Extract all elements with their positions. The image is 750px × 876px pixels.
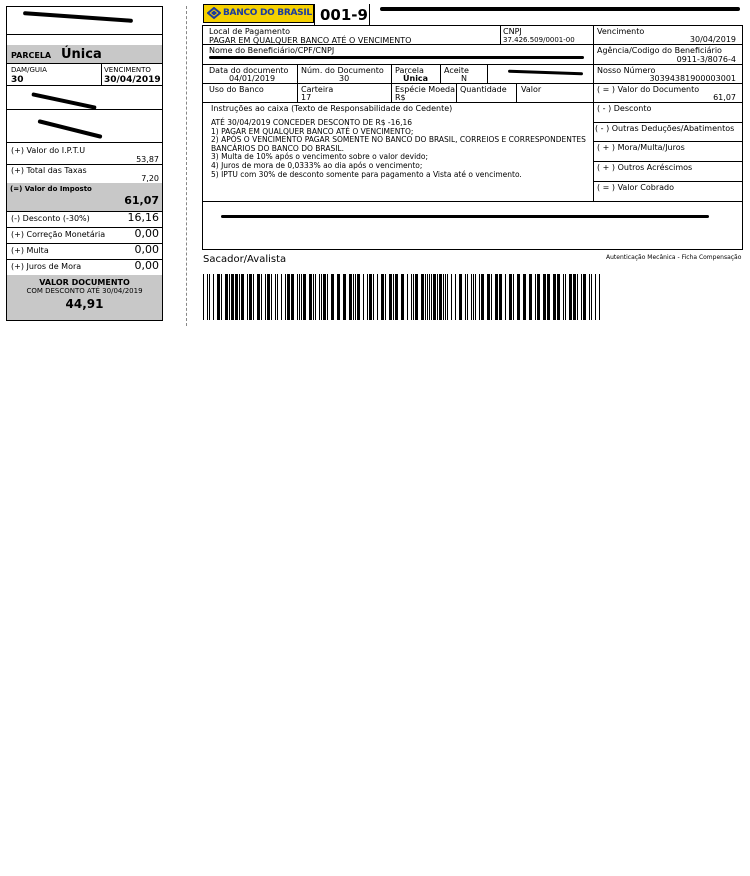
- barcode-bar: [517, 274, 520, 320]
- barcode-bar: [235, 274, 238, 320]
- instructions-label: Instruções ao caixa (Texto de Responsabilidade do Cedente): [211, 104, 453, 113]
- barcode-bar: [203, 274, 204, 320]
- local-value: PAGAR EM QUALQUER BANCO ATÉ O VENCIMENTO: [209, 36, 412, 45]
- num-doc-label: Núm. do Documento: [301, 66, 384, 75]
- barcode-bar: [505, 274, 506, 320]
- correcao-label: (+) Correção Monetária: [11, 230, 106, 239]
- barcode-bar: [277, 274, 278, 320]
- iptu-label: (+) Valor do I.P.T.U: [11, 146, 86, 155]
- instructions-list: [211, 119, 586, 179]
- barcode-bar: [217, 274, 220, 320]
- instruction-line: 1) PAGAR EM QUALQUER BANCO ATÉ O VENCIMENTO;: [211, 126, 414, 136]
- doc-value: 44,91: [65, 297, 104, 311]
- barcode-bar: [547, 274, 550, 320]
- barcode-bar: [393, 274, 394, 320]
- quantidade-label: Quantidade: [460, 85, 507, 94]
- barcode-bar: [319, 274, 320, 320]
- barcode-bar: [297, 274, 298, 320]
- barcode-bar: [583, 274, 586, 320]
- barcode-bar: [589, 274, 590, 320]
- barcode-bar: [315, 274, 316, 320]
- barcode-bar: [591, 274, 592, 320]
- barcode-bar: [523, 274, 526, 320]
- barcode-bar: [343, 274, 346, 320]
- venc-label: Vencimento: [597, 27, 645, 36]
- barcode-bar: [415, 274, 418, 320]
- barcode-bar: [349, 274, 352, 320]
- barcode-bar: [509, 274, 512, 320]
- instruction-line: ATÉ 30/04/2019 CONCEDER DESCONTO DE R$ -16,16: [211, 118, 413, 127]
- local-label: Local de Pagamento: [209, 27, 290, 36]
- barcode-bar: [303, 274, 306, 320]
- instruction-line: 3) Multa de 10% após o vencimento sobre o valor devido;: [211, 152, 429, 162]
- cut-line: [186, 6, 187, 326]
- nosso-value: 30394381900003001: [649, 74, 736, 83]
- valor-doc-label: ( = ) Valor do Documento: [597, 85, 700, 94]
- barcode-bar: [553, 274, 556, 320]
- especie-label: Espécie Moeda: [395, 85, 456, 94]
- data-doc-label: Data do documento: [209, 66, 289, 75]
- barcode-bar: [261, 274, 262, 320]
- barcode-bar: [249, 274, 252, 320]
- parcela-value: Única: [61, 47, 102, 62]
- barcode-bar: [253, 274, 254, 320]
- agencia-label: Agência/Codigo do Beneficiário: [597, 46, 722, 55]
- aceite-label: Aceite: [444, 66, 469, 75]
- barcode-bar: [327, 274, 328, 320]
- barcode-bar: [229, 274, 230, 320]
- barcode-bar: [563, 274, 564, 320]
- doc-subtitle: COM DESCONTO ATÉ 30/04/2019: [26, 287, 143, 295]
- barcode-bar: [451, 274, 452, 320]
- barcode-bar: [287, 274, 290, 320]
- juros-label: (+) Juros de Mora: [11, 262, 82, 271]
- barcode-bar: [265, 274, 266, 320]
- barcode-bar: [321, 274, 322, 320]
- aceite-value: N: [461, 74, 467, 83]
- venc-label: VENCIMENTO: [104, 66, 151, 74]
- instruction-line: 5) IPTU com 30% de desconto somente para pagamento a Vista até o vencimento.: [211, 169, 522, 179]
- barcode-bar: [357, 274, 360, 320]
- bank-name: BANCO DO BRASIL: [223, 8, 312, 18]
- barcode-bar: [221, 274, 222, 320]
- carteira-label: Carteira: [301, 85, 334, 94]
- barcode-bar: [209, 274, 210, 320]
- bank-code: 001-9: [320, 6, 368, 24]
- barcode-bar: [429, 274, 430, 320]
- barcode-bar: [427, 274, 428, 320]
- barcode-bar: [439, 274, 442, 320]
- redacted-mark: [31, 92, 96, 110]
- cnpj-value: 37.426.509/0001-00: [503, 36, 575, 44]
- desconto-label: (-) Desconto (-30%): [11, 214, 90, 223]
- barcode-bar: [323, 274, 326, 320]
- barcode-bar: [337, 274, 340, 320]
- barcode-bar: [481, 274, 484, 320]
- autenticacao-label: Autenticação Mecânica - Ficha Compensação: [606, 254, 742, 261]
- barcode-bar: [377, 274, 378, 320]
- valor-cobrado-label: ( = ) Valor Cobrado: [597, 183, 674, 192]
- imposto-value: 61,07: [124, 194, 159, 207]
- bank-code-box: [314, 4, 370, 25]
- barcode-bar: [479, 274, 480, 320]
- barcode-bar: [225, 274, 228, 320]
- imposto-label: (=) Valor do Imposto: [10, 185, 92, 193]
- barcode-bar: [425, 274, 426, 320]
- barcode-bar: [381, 274, 384, 320]
- juros-value: 0,00: [134, 259, 159, 272]
- barcode-bar: [413, 274, 414, 320]
- barcode-bar: [595, 274, 596, 320]
- payment-slip: [202, 25, 743, 250]
- barcode-bar: [459, 274, 462, 320]
- parcela-label: PARCELA: [11, 51, 52, 60]
- barcode-bar: [389, 274, 392, 320]
- valor-doc-value: 61,07: [713, 93, 736, 102]
- barcode-bar: [421, 274, 424, 320]
- barcode-bar: [275, 274, 276, 320]
- desconto-value: 16,16: [127, 211, 159, 224]
- barcode-bar: [557, 274, 560, 320]
- instruction-line: BANCÁRIOS DO BANCO DO BRASIL.: [211, 143, 344, 153]
- barcode-bar: [577, 274, 578, 320]
- barcode-bar: [565, 274, 566, 320]
- valor-label: Valor: [521, 85, 542, 94]
- barcode-bar: [465, 274, 466, 320]
- acrescimos-label: ( + ) Outros Acréscimos: [597, 163, 693, 172]
- barcode-bar: [241, 274, 244, 320]
- barcode-bar: [543, 274, 546, 320]
- barcode-bar: [411, 274, 412, 320]
- bank-logo: [203, 4, 314, 23]
- barcode-bar: [313, 274, 314, 320]
- uso-banco-label: Uso do Banco: [209, 85, 264, 94]
- deducoes-label: ( - ) Outras Deduções/Abatimentos: [595, 124, 735, 133]
- barcode-bar: [239, 274, 240, 320]
- barcode-bar: [513, 274, 514, 320]
- barcode-bar: [537, 274, 540, 320]
- barcode-bar: [369, 274, 372, 320]
- instruction-line: 2) APÓS O VENCIMENTO PAGAR SOMENTE NO BANCO DO BRASIL, CORREIOS E CORRESPONDENTES: [211, 135, 586, 145]
- barcode-bar: [207, 274, 208, 320]
- barcode-bar: [443, 274, 444, 320]
- taxas-value: 7,20: [141, 174, 159, 183]
- agencia-value: 0911-3/8076-4: [676, 55, 736, 64]
- barcode-bar: [401, 274, 404, 320]
- redacted-mark: [508, 70, 583, 76]
- barcode-bar: [495, 274, 498, 320]
- beneficiario-label: Nome do Beneficiário/CPF/CNPJ: [209, 46, 335, 55]
- multa-label: (+) Multa: [11, 246, 49, 255]
- barcode-bar: [487, 274, 490, 320]
- barcode-bar: [475, 274, 476, 320]
- barcode-bar: [353, 274, 354, 320]
- venc-value: 30/04/2019: [104, 75, 161, 85]
- barcode-bar: [447, 274, 448, 320]
- barcode-bar: [213, 274, 214, 320]
- barcode-bar: [291, 274, 294, 320]
- barcode-bar: [301, 274, 302, 320]
- barcode-bar: [299, 274, 300, 320]
- data-doc-value: 04/01/2019: [229, 74, 276, 83]
- parcela-label: Parcela: [395, 66, 424, 75]
- nosso-label: Nosso Número: [597, 66, 656, 75]
- barcode-bar: [431, 274, 432, 320]
- correcao-value: 0,00: [134, 227, 159, 240]
- barcode-bar: [395, 274, 398, 320]
- barcode-bar: [407, 274, 408, 320]
- barcode-bar: [309, 274, 312, 320]
- barcode-bar: [535, 274, 536, 320]
- carteira-value: 17: [301, 93, 312, 102]
- barcode-bar: [355, 274, 356, 320]
- iptu-value: 53,87: [136, 155, 159, 164]
- barcode-bar: [467, 274, 468, 320]
- barcode-bar: [257, 274, 260, 320]
- barcode-bar: [491, 274, 492, 320]
- barcode-bar: [437, 274, 438, 320]
- redacted-mark: [221, 215, 709, 218]
- especie-value: R$: [395, 93, 406, 102]
- barcode-bar: [285, 274, 286, 320]
- redacted-mark: [209, 56, 584, 59]
- dam-label: DAM/GUIA: [11, 66, 47, 74]
- barcode-bar: [499, 274, 502, 320]
- redacted-barcode-line: [380, 7, 740, 11]
- doc-title: VALOR DOCUMENTO: [39, 278, 130, 287]
- barcode-bar: [471, 274, 472, 320]
- barcode-bar: [363, 274, 364, 320]
- instruction-line: 4) Juros de mora de 0,0333% ao dia após o vencimento;: [211, 160, 423, 170]
- barcode-bar: [581, 274, 582, 320]
- bank-symbol-icon: [207, 7, 221, 20]
- barcode: [203, 274, 603, 320]
- barcode-bar: [281, 274, 282, 320]
- multa-value: 0,00: [134, 243, 159, 256]
- barcode-bar: [367, 274, 368, 320]
- redacted-mark: [37, 119, 102, 139]
- barcode-bar: [599, 274, 600, 320]
- barcode-bar: [529, 274, 532, 320]
- barcode-bar: [573, 274, 576, 320]
- barcode-bar: [445, 274, 446, 320]
- barcode-bar: [247, 274, 248, 320]
- num-doc-value: 30: [339, 74, 350, 83]
- barcode-bar: [267, 274, 270, 320]
- parcela-value: Única: [403, 74, 429, 83]
- redacted-mark: [23, 11, 133, 23]
- dam-value: 30: [11, 75, 24, 85]
- barcode-bar: [331, 274, 334, 320]
- barcode-bar: [455, 274, 456, 320]
- barcode-bar: [271, 274, 272, 320]
- cnpj-label: CNPJ: [503, 27, 522, 36]
- venc-value: 30/04/2019: [689, 35, 736, 44]
- barcode-bar: [373, 274, 374, 320]
- barcode-bar: [473, 274, 474, 320]
- barcode-bar: [569, 274, 572, 320]
- taxas-label: (+) Total das Taxas: [11, 166, 87, 175]
- barcode-bar: [433, 274, 436, 320]
- desconto-label: ( - ) Desconto: [597, 104, 652, 113]
- barcode-bar: [385, 274, 386, 320]
- barcode-bar: [231, 274, 234, 320]
- mora-label: ( + ) Mora/Multa/Juros: [597, 143, 685, 152]
- sacador-label: Sacador/Avalista: [203, 254, 287, 265]
- receipt-stub: [6, 6, 163, 321]
